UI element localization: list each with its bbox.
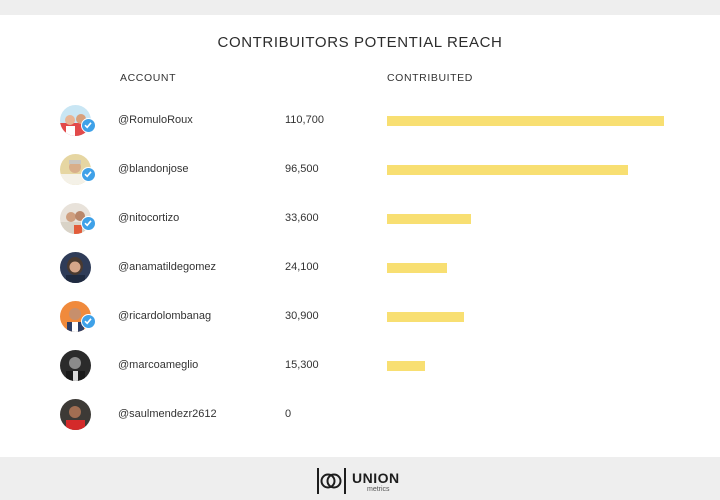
reach-bar: [387, 116, 664, 126]
reach-bar: [387, 165, 628, 175]
page-title: CONTRIBUITORS POTENTIAL REACH: [217, 34, 503, 51]
verified-badge-icon: [81, 118, 96, 133]
table-row: [0, 261, 720, 317]
union-metrics-logo-icon: [317, 468, 347, 494]
reach-count: 110,700: [285, 114, 324, 126]
reach-count: 30,900: [285, 310, 319, 322]
reach-bar: [387, 214, 471, 224]
reach-count: 33,600: [285, 212, 319, 224]
account-handle[interactable]: @anamatildegomez: [118, 261, 216, 273]
avatar[interactable]: [60, 399, 91, 430]
brand-subtitle: metrics: [367, 486, 390, 493]
account-handle[interactable]: @RomuloRoux: [118, 114, 193, 126]
table-row: [0, 163, 720, 219]
account-column-header: ACCOUNT: [120, 72, 177, 84]
reach-count: 0: [285, 408, 292, 420]
table-row: [0, 359, 720, 415]
verified-badge-icon: [81, 216, 96, 231]
reach-bar: [387, 263, 447, 273]
table-row: [0, 212, 720, 268]
table-row: [0, 114, 720, 170]
avatar[interactable]: [60, 252, 91, 283]
reach-count: 24,100: [285, 261, 319, 273]
account-handle[interactable]: @ricardolombanag: [118, 310, 212, 322]
verified-badge-icon: [81, 167, 96, 182]
avatar[interactable]: [60, 350, 91, 381]
report-card: [0, 15, 720, 457]
account-handle[interactable]: @saulmendezr2612: [118, 408, 217, 420]
table-row: [0, 310, 720, 366]
contributed-column-header: CONTRIBUITED: [387, 72, 473, 84]
reach-count: 96,500: [285, 163, 319, 175]
account-handle[interactable]: @nitocortizo: [118, 212, 180, 224]
verified-badge-icon: [81, 314, 96, 329]
reach-count: 15,300: [285, 359, 319, 371]
table-row: [0, 408, 720, 464]
reach-bar: [387, 361, 425, 371]
account-handle[interactable]: @marcoameglio: [118, 359, 199, 371]
reach-bar: [387, 312, 464, 322]
account-handle[interactable]: @blandonjose: [118, 163, 189, 175]
union-metrics-logo: [317, 468, 437, 494]
brand-name: UNION: [352, 470, 400, 486]
